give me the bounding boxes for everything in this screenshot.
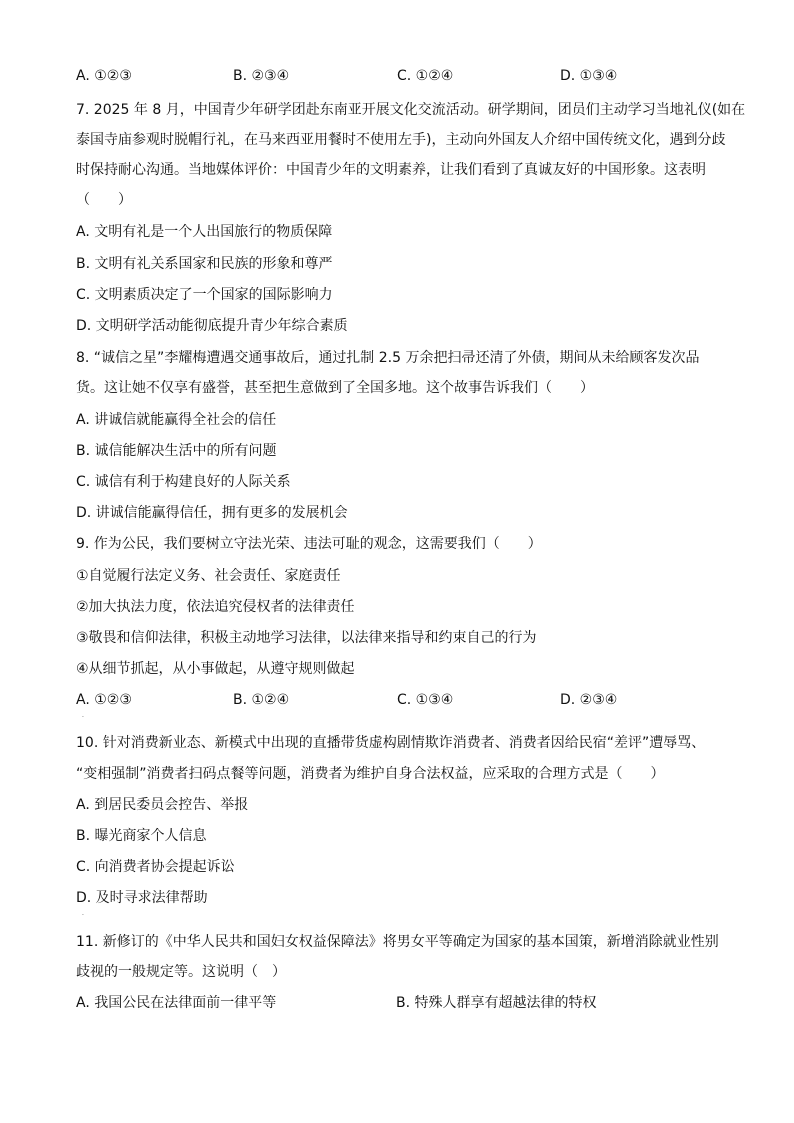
q7-stem-line-1: 7. 2025 年 8 月，中国青少年研学团赴东南亚开展文化交流活动。研学期间，团员们主动学习当地礼仪(如在 <box>76 102 746 118</box>
q8-stem-line-2: 货。这让她不仅享有盛誉，甚至把生意做到了全国多地。这个故事告诉我们（ ） <box>76 380 594 396</box>
q9-option-b[interactable]: B. ①②④ <box>233 692 290 708</box>
q9-stem-line-1: 9. 作为公民，我们要树立守法光荣、违法可耻的观念，这需要我们（ ） <box>76 536 542 552</box>
q10-option-d[interactable]: D. 及时寻求法律帮助 <box>76 890 208 906</box>
q9-option-a[interactable]: A. ①②③ <box>76 692 132 708</box>
q11-options <box>76 993 726 1013</box>
q7-stem-line-3: 时保持耐心沟通。当地媒体评价：中国青少年的文明素养，让我们看到了真诚友好的中国形象。这表明 <box>76 162 706 178</box>
q7-option-c[interactable]: C. 文明素质决定了一个国家的国际影响力 <box>76 287 333 303</box>
q11-stem-line-1: 11. 新修订的《中华人民共和国妇女权益保障法》将男女平等确定为国家的基本国策，新增消除就业性别 <box>76 934 719 950</box>
stray-mark: . <box>82 712 84 719</box>
q10-stem-line-2: “变相强制”消费者扫码点餐等问题，消费者为维护自身合法权益，应采取的合理方式是（ ） <box>76 766 665 782</box>
q9-option-d[interactable]: D. ②③④ <box>560 692 618 708</box>
q10-option-a[interactable]: A. 到居民委员会控告、举报 <box>76 797 249 813</box>
q11-option-a[interactable]: A. 我国公民在法律面前一律平等 <box>76 995 277 1011</box>
q6-option-d[interactable]: D. ①③④ <box>560 68 618 84</box>
q6-option-b[interactable]: B. ②③④ <box>233 68 290 84</box>
q9-item-1: ①自觉履行法定义务、社会责任、家庭责任 <box>76 568 341 584</box>
q7-option-a[interactable]: A. 文明有礼是一个人出国旅行的物质保障 <box>76 224 333 240</box>
q8-stem-line-1: 8. “诚信之星”李耀梅遭遇交通事故后，通过扎制 2.5 万余把扫帚还清了外债，期间从未给顾客发次品 <box>76 350 700 366</box>
q8-option-d[interactable]: D. 讲诚信能赢得信任，拥有更多的发展机会 <box>76 505 348 521</box>
q9-item-2: ②加大执法力度，依法追究侵权者的法律责任 <box>76 599 355 615</box>
q8-option-a[interactable]: A. 讲诚信就能赢得全社会的信任 <box>76 412 277 428</box>
q7-stem-line-4: （ ） <box>76 192 132 208</box>
q10-stem-line-1: 10. 针对消费新业态、新模式中出现的直播带货虚构剧情欺诈消费者、消费者因给民宿“差评”遭辱骂、 <box>76 735 706 751</box>
q6-options <box>76 66 726 86</box>
q11-option-b[interactable]: B. 特殊人群享有超越法律的特权 <box>396 995 597 1011</box>
q8-option-c[interactable]: C. 诚信有利于构建良好的人际关系 <box>76 474 291 490</box>
q10-option-c[interactable]: C. 向消费者协会提起诉讼 <box>76 859 235 875</box>
q11-stem-line-2: 歧视的一般规定等。这说明（ ） <box>76 964 286 980</box>
q7-option-b[interactable]: B. 文明有礼关系国家和民族的形象和尊严 <box>76 256 333 272</box>
q7-option-d[interactable]: D. 文明研学活动能彻底提升青少年综合素质 <box>76 318 348 334</box>
q9-item-3: ③敬畏和信仰法律，积极主动地学习法律，以法律来指导和约束自己的行为 <box>76 630 537 646</box>
q9-options <box>76 690 726 710</box>
q8-option-b[interactable]: B. 诚信能解决生活中的所有问题 <box>76 443 277 459</box>
q10-option-b[interactable]: B. 曝光商家个人信息 <box>76 828 207 844</box>
q6-option-a[interactable]: A. ①②③ <box>76 68 132 84</box>
q6-option-c[interactable]: C. ①②④ <box>397 68 454 84</box>
stray-mark: . <box>82 910 84 917</box>
q9-option-c[interactable]: C. ①③④ <box>397 692 454 708</box>
q7-stem-line-2: 泰国寺庙参观时脱帽行礼，在马来西亚用餐时不使用左手)，主动向外国友人介绍中国传统文化，遇到分歧 <box>76 132 726 148</box>
q9-item-4: ④从细节抓起，从小事做起，从遵守规则做起 <box>76 661 355 677</box>
